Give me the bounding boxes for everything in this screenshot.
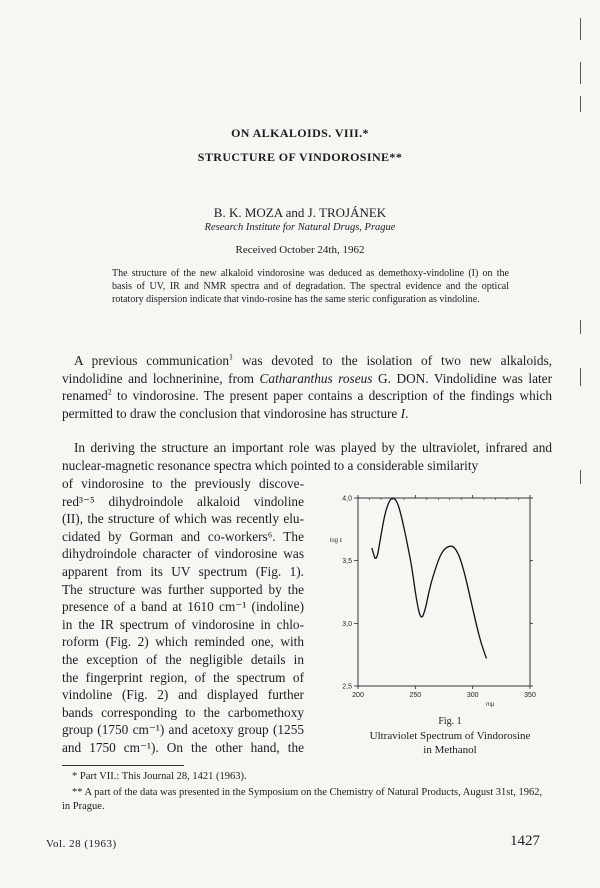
figure-caption-line1: Ultraviolet Spectrum of Vindorosine xyxy=(369,730,531,742)
column-line: group (1750 cm⁻¹) and acetoxy group (1255 xyxy=(62,722,304,738)
column-line: bands corresponding to the carbomethoxy xyxy=(62,704,304,720)
x-tick-label: 350 xyxy=(524,692,536,699)
column-line: vindoline (Fig. 2) and displayed further xyxy=(62,687,304,703)
column-line: cidated by Gorman and co-workers⁶. The xyxy=(62,528,304,544)
y-tick-label: 4,0 xyxy=(342,495,352,503)
article-title-line1: ON ALKALOIDS. VIII.* xyxy=(231,126,369,140)
authors: B. K. MOZA and J. TROJÁNEK xyxy=(213,205,387,220)
column-line: the exception of the negligible details in xyxy=(62,651,304,667)
x-axis-label: mμ xyxy=(486,702,495,708)
received-date: Received October 24th, 1962 xyxy=(235,244,365,256)
margin-mark xyxy=(580,18,581,40)
column-line: (II), the structure of which was recently elu- xyxy=(62,511,304,527)
margin-mark xyxy=(580,62,581,84)
column-line: roform (Fig. 2) which reminded one, with xyxy=(62,634,304,650)
footnote-2: ** A part of the data was presented in the Symposium on the Chemistry of Natural Products, August 31st, 1962, in Prague. xyxy=(62,787,543,812)
spectrum-line xyxy=(372,498,487,658)
x-tick-label: 300 xyxy=(466,692,479,699)
column-line: apparent from its UV spectrum (Fig. 1). xyxy=(62,563,304,579)
plot-frame xyxy=(358,498,530,686)
margin-mark xyxy=(580,470,581,484)
column-line: red³⁻⁵ dihydroindole alkaloid vindoline xyxy=(62,493,304,509)
column-line: The structure was further supported by the xyxy=(62,581,304,597)
x-tick-label: 250 xyxy=(409,692,422,699)
figure-caption-line2: in Methanol xyxy=(423,744,477,756)
footnote-1: * Part VII.: This Journal 28, 1421 (1963). xyxy=(72,771,247,782)
volume-info: Vol. 28 (1963) xyxy=(46,838,117,850)
column-line: the fingerprint region, of the spectrum of xyxy=(62,669,304,685)
column-line: dihydroindole character of vindorosine was xyxy=(62,546,304,562)
column-line: in the IR spectrum of vindorosine in chlo- xyxy=(62,616,304,632)
margin-mark xyxy=(580,320,581,334)
body-column xyxy=(62,475,304,757)
column-line: of vindorosine to the previously discove- xyxy=(62,476,304,491)
x-tick-label: 200 xyxy=(352,692,364,699)
y-tick-label: 3,5 xyxy=(342,558,352,566)
figure-label: Fig. 1 xyxy=(438,716,462,727)
uv-spectrum-chart xyxy=(318,490,558,712)
column-line: presence of a band at 1610 cm⁻¹ (indoline) xyxy=(62,599,304,615)
abstract: The structure of the new alkaloid vindorosine was deduced as demethoxy-vindoline (I) on the basis of UV, IR and NMR spectra and of degradation. The spectral evidence and the optical rotatory dispersion indicate that vindo-rosine has the same steric configuration as vindoline. xyxy=(112,268,509,305)
article-title-line2: STRUCTURE OF VINDOROSINE** xyxy=(197,150,403,164)
y-tick-label: 3,0 xyxy=(342,620,352,628)
y-tick-label: 2,5 xyxy=(342,683,352,691)
page-number: 1427 xyxy=(510,833,540,849)
margin-mark xyxy=(580,96,581,112)
column-line: and 1750 cm⁻¹). On the other hand, the xyxy=(62,739,304,755)
body-paragraph-1: A previous communication$^1$ was devoted to the isolation of two new alkaloids, vindolidine and lochnerinine, from Catharanthus roseus G. DON. Vindolidine was later renamed$^2$ to vindorosine. The present paper contains a description of the findings which permitted to draw the conclusion that vindorosine has structure I. xyxy=(62,352,552,421)
y-axis-label: log ε xyxy=(330,538,343,544)
institution: Research Institute for Natural Drugs, Prague xyxy=(204,222,396,233)
footnote-rule xyxy=(62,765,184,766)
body-paragraph-2: In deriving the structure an important role was played by the ultraviolet, infrared and nuclear-magnetic resonance spectra which pointed to a considerable similarity xyxy=(62,440,552,473)
margin-mark xyxy=(580,368,581,386)
